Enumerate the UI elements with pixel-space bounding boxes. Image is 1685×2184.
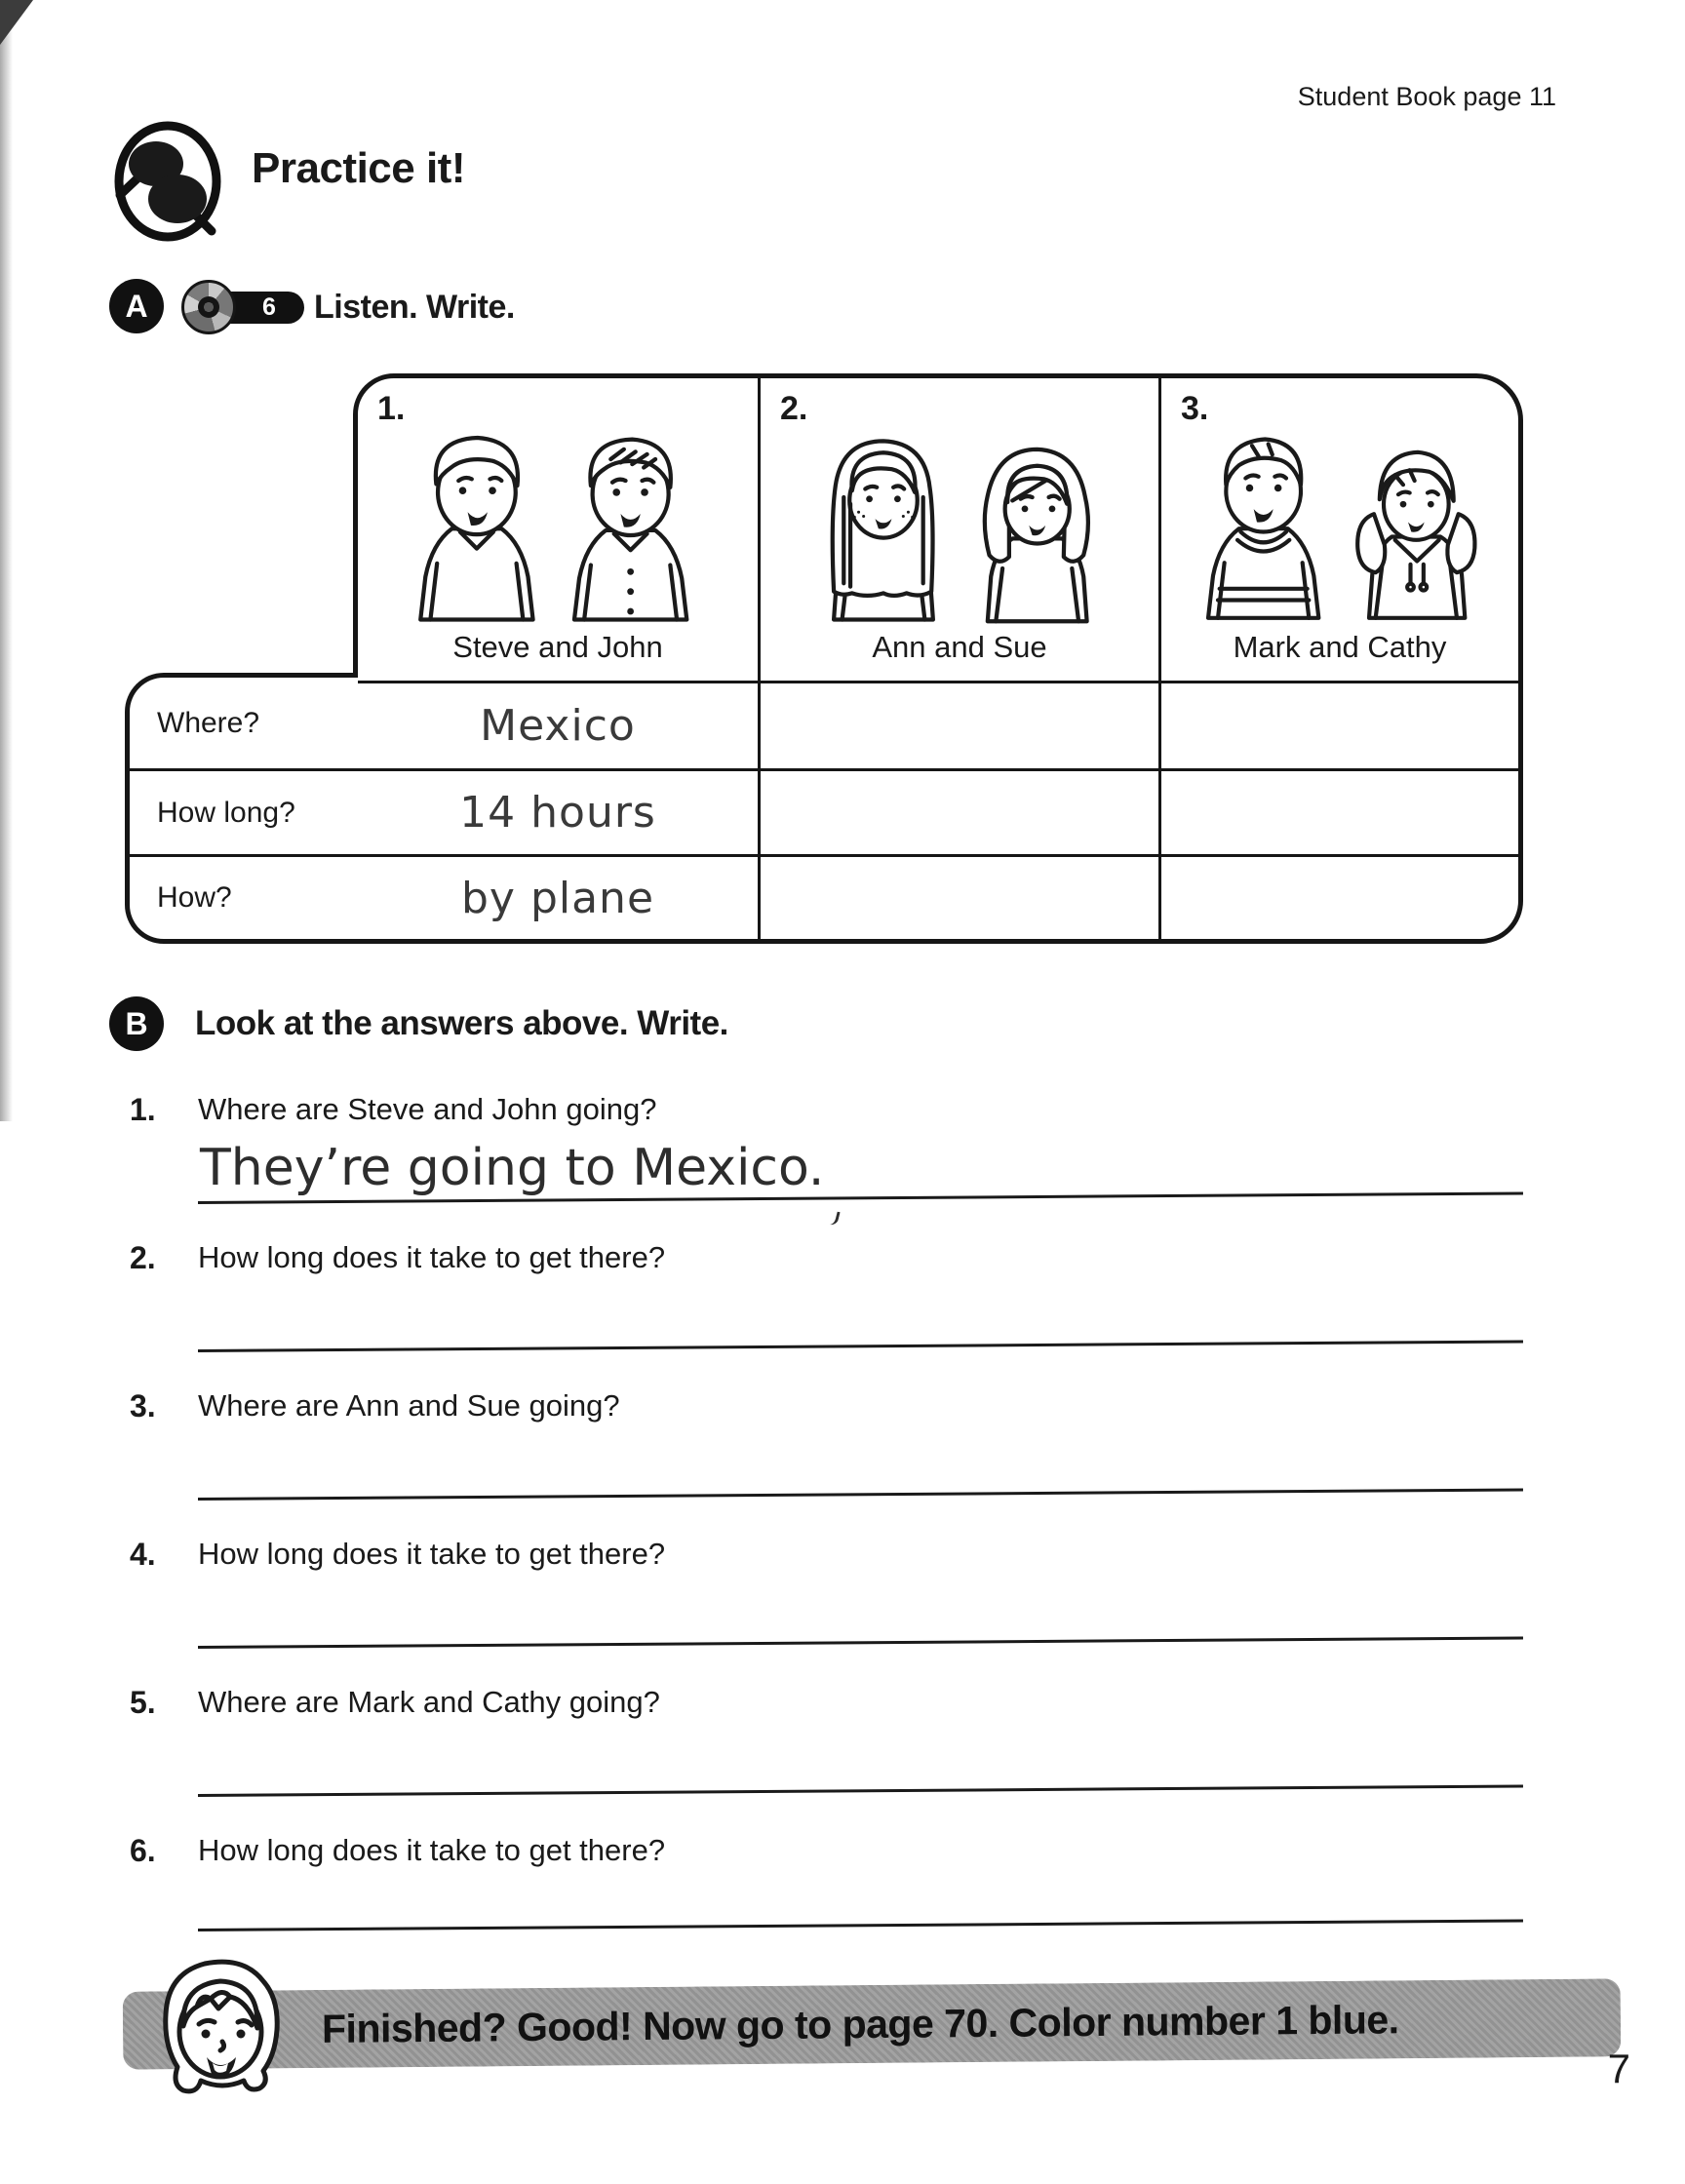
question-3 — [0, 1388, 1685, 1431]
scan-corner-artifact — [0, 0, 33, 45]
answer-line-3[interactable] — [198, 1489, 1523, 1501]
question-1 — [0, 1092, 1685, 1135]
answer-cell-where-3[interactable] — [1158, 681, 1518, 768]
page-number: 7 — [1607, 2046, 1630, 2091]
footer-banner — [123, 1978, 1622, 2069]
track-number-pill: 6 — [207, 292, 304, 324]
question-text: How long does it take to get there? — [198, 1240, 666, 1274]
question-text: Where are Mark and Cathy going? — [198, 1685, 660, 1719]
answer-cell-how-1[interactable] — [358, 854, 758, 939]
answer-cell-howlong-3[interactable] — [1158, 768, 1518, 854]
picture-cell-steve-john — [358, 378, 758, 681]
answer-cell-how-3[interactable] — [1158, 854, 1518, 939]
picture-cell-mark-cathy — [1158, 378, 1518, 681]
answer-cell-howlong-1[interactable] — [358, 768, 758, 854]
section-a-instruction: Listen. Write. — [314, 289, 515, 326]
illustration-steve-and-john — [397, 421, 719, 628]
answer-line-5[interactable] — [198, 1785, 1523, 1797]
written-answer: by plane — [460, 873, 655, 923]
answer-cell-where-2[interactable] — [758, 681, 1158, 768]
header-note: Student Book page 11 — [1297, 82, 1556, 111]
column-caption: Steve and John — [452, 630, 663, 664]
question-text: How long does it take to get there? — [198, 1537, 666, 1571]
question-number: 6. — [130, 1833, 156, 1868]
column-caption: Mark and Cathy — [1233, 630, 1447, 664]
column-caption: Ann and Sue — [872, 630, 1047, 664]
answer-cell-howlong-2[interactable] — [758, 768, 1158, 854]
question-4 — [0, 1537, 1685, 1580]
question-number: 1. — [130, 1092, 156, 1127]
question-number: 3. — [130, 1388, 156, 1424]
row-label-where: Where? — [157, 706, 260, 739]
page-title: Practice it! — [252, 144, 465, 192]
scan-mark-artifact — [828, 1210, 840, 1227]
question-text: How long does it take to get there? — [198, 1833, 666, 1867]
answer-line-2[interactable] — [198, 1341, 1523, 1352]
picture-cell-ann-sue — [758, 378, 1158, 681]
answer-cell-where-1[interactable] — [358, 681, 758, 768]
written-answer: 14 hours — [459, 788, 656, 838]
question-number: 4. — [130, 1537, 156, 1572]
row-label-box — [125, 673, 358, 944]
row-label-howlong: How long? — [130, 768, 358, 854]
girl-face-icon — [154, 1952, 291, 2103]
row-label-how: How? — [130, 854, 358, 939]
column-number: 2. — [780, 390, 808, 427]
section-b-instruction: Look at the answers above. Write. — [195, 1004, 728, 1042]
cd-disc-icon — [181, 280, 236, 334]
section-a-badge: A — [109, 279, 164, 333]
question-2 — [0, 1240, 1685, 1283]
answer-line-6[interactable] — [198, 1920, 1523, 1931]
illustration-ann-and-sue — [799, 421, 1120, 628]
question-text: Where are Steve and John going? — [198, 1092, 657, 1126]
question-5 — [0, 1685, 1685, 1728]
illustration-mark-and-cathy — [1194, 421, 1486, 628]
question-number: 5. — [130, 1685, 156, 1720]
question-number: 2. — [130, 1240, 156, 1275]
question-6 — [0, 1833, 1685, 1876]
column-number: 3. — [1181, 390, 1209, 427]
scan-edge-artifact — [0, 0, 13, 1121]
question-text: Where are Ann and Sue going? — [198, 1388, 620, 1423]
listening-table — [353, 373, 1523, 944]
section-b-badge: B — [109, 996, 164, 1051]
footer-banner-text: Finished? Good! Now go to page 70. Color number 1 blue. — [321, 1996, 1399, 2051]
speech-bubbles-icon — [107, 117, 228, 251]
written-answer: Mexico — [480, 701, 636, 751]
written-answer-1: They’re going to Mexico. — [200, 1139, 825, 1197]
answer-cell-how-2[interactable] — [758, 854, 1158, 939]
column-number: 1. — [377, 390, 406, 427]
answer-line-4[interactable] — [198, 1637, 1523, 1649]
